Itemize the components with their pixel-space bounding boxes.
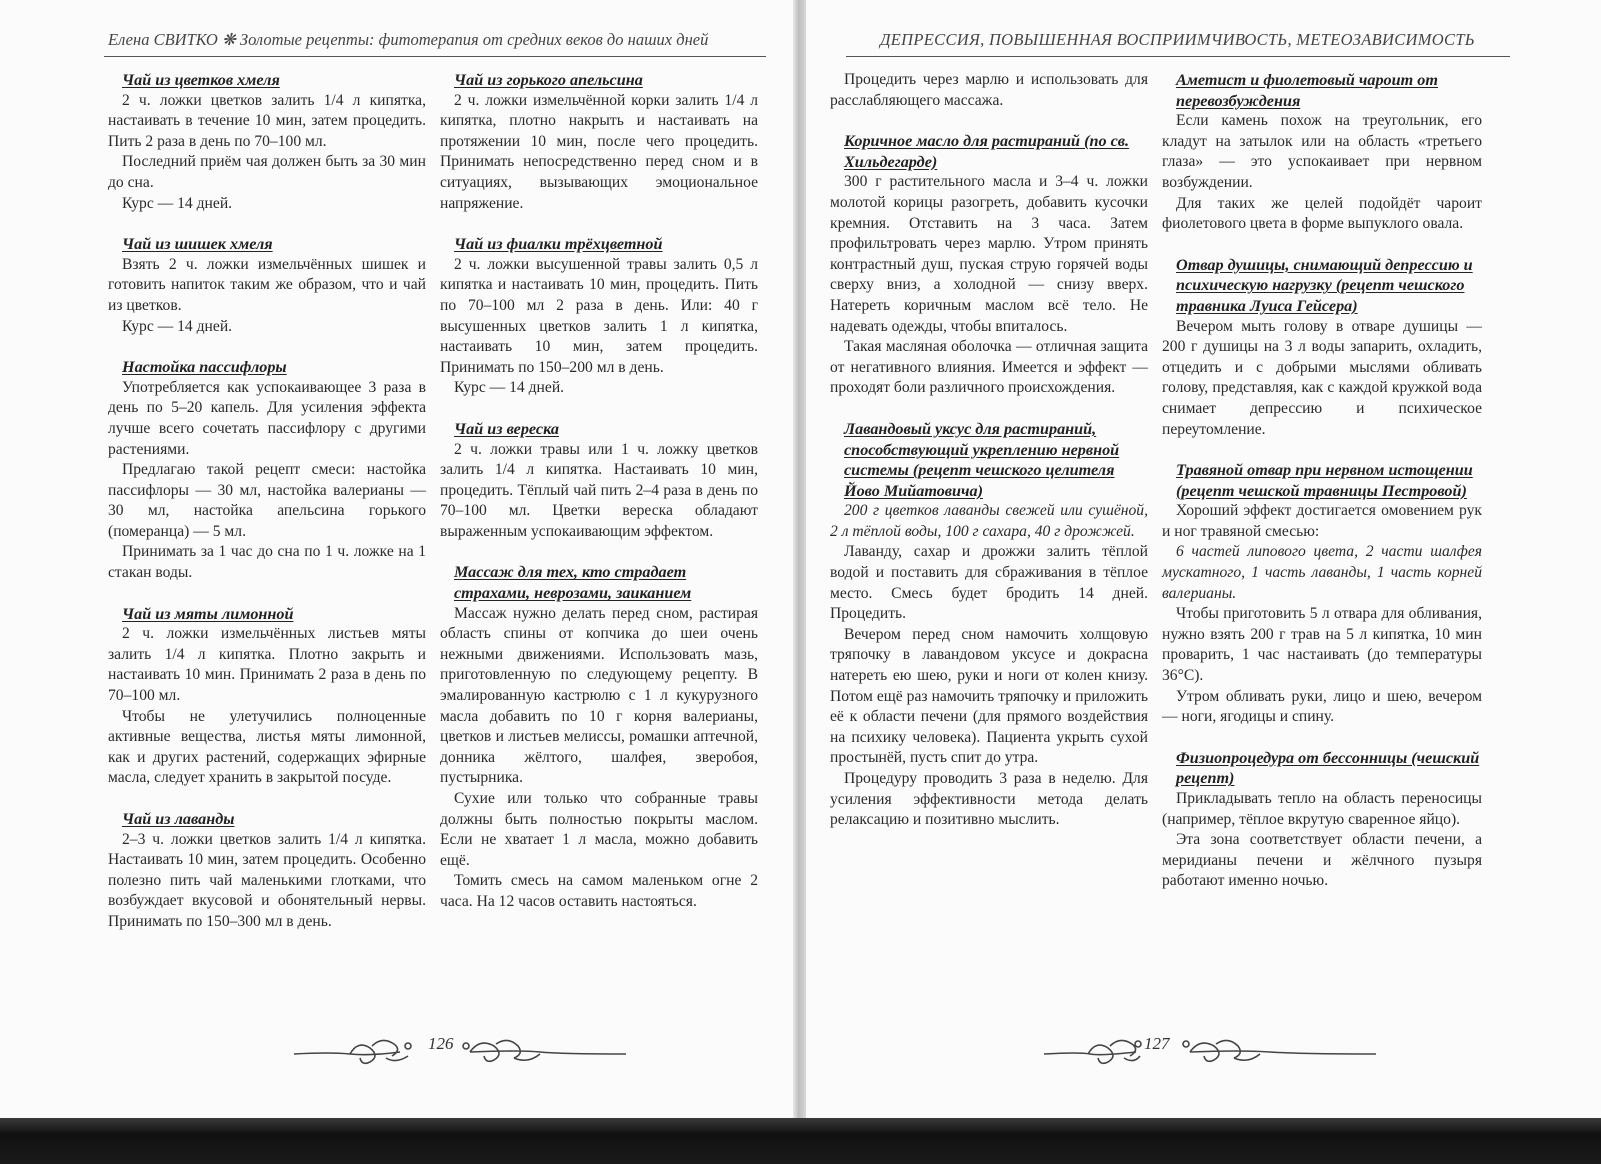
right-head-rule — [846, 56, 1510, 57]
recipe-paragraph: 6 частей липового цвета, 2 части шалфея мускатного, 1 часть лаванды, 1 часть корней валерианы. — [1162, 543, 1482, 602]
section-gap — [108, 214, 426, 234]
scan-bottom-edge — [0, 1118, 1601, 1164]
recipe-heading: Коричное масло для растираний (по св. Хильдегарде) — [844, 132, 1130, 171]
recipe-heading: Настойка пассифлоры — [122, 358, 287, 377]
recipe-paragraph: Предлагаю такой рецепт смеси: настойка пассифлоры — 30 мл, настойка валерианы — 30 мл, настойка апельсина горького (померанца) — 5 мл. — [108, 461, 426, 540]
left-page-column-1 — [108, 70, 426, 933]
recipe-heading: Чай из фиалки трёхцветной — [454, 235, 663, 254]
recipe-paragraph: Если камень похож на треугольник, его кладут на затылок или на область «третьего глаза» — это успокаивает при нервном возбуждении. — [1162, 112, 1482, 191]
left-head-rule — [104, 56, 766, 57]
recipe-paragraph: 2 ч. ложки цветков залить 1/4 л кипятка, настаивать в течение 10 мин, затем процедить. Пить 2 раза в день по 70–100 мл. — [108, 91, 426, 150]
recipe-paragraph: Курс — 14 дней. — [122, 317, 233, 335]
recipe-heading: Чай из мяты лимонной — [122, 604, 294, 623]
right-page-column-1 — [830, 70, 1148, 831]
recipe-paragraph: Взять 2 ч. ложки измельчённых шишек и готовить напиток таким же образом, что и чай из цветков. — [108, 255, 426, 314]
recipe-heading: Травяной отвар при нервном истощении (рецепт чешской травницы Пестровой) — [1176, 461, 1473, 500]
right-page-number: 127 — [1144, 1034, 1170, 1053]
right-page-column-2 — [1162, 70, 1482, 892]
floral-flourish-icon — [290, 1032, 630, 1068]
recipe-heading: Чай из вереска — [454, 419, 559, 438]
left-page-column-2 — [440, 70, 758, 913]
recipe-paragraph: Томить смесь на самом маленьком огне 2 часа. На 12 часов оставить настояться. — [440, 872, 758, 910]
recipe-heading: Массаж для тех, кто страдает страхами, неврозами, заиканием — [454, 563, 692, 603]
recipe-paragraph: Последний приём чая должен быть за 30 мин до сна. — [108, 153, 426, 191]
section-gap — [108, 584, 426, 604]
recipe-paragraph: Употребляется как успокаивающее 3 раза в день по 5–20 капель. Для усиления эффекта лучше всего сочетать пассифлору с другими растениями. — [108, 378, 426, 458]
recipe-heading: Чай из шишек хмеля — [122, 235, 273, 254]
left-folio — [290, 1032, 630, 1068]
section-gap — [1162, 728, 1482, 748]
section-gap — [108, 789, 426, 809]
right-running-head: ДЕПРЕССИЯ, ПОВЫШЕННАЯ ВОСПРИИМЧИВОСТЬ, МЕТЕОЗАВИСИМОСТЬ — [880, 30, 1475, 49]
floral-flourish-icon — [1040, 1032, 1380, 1068]
recipe-paragraph: Сухие или только что собранные травы должны быть полностью покрыты маслом. Если не хватает 1 л масла, можно добавить ещё. — [440, 790, 758, 869]
recipe-heading: Чай из лаванды — [122, 810, 235, 828]
section-gap — [440, 214, 758, 234]
recipe-paragraph: Вечером перед сном намочить холщовую тряпочку в лавандовом уксусе и докрасна натереть ею шею, руки и ноги от колен книзу. Потом ещё раз намочить тряпочку и приложить её к области печени (для прямого воздействия на психику человека). Пациента укрыть сухой простынёй, пусть спит до утра. — [830, 625, 1148, 767]
recipe-heading: Аметист и фиолетовый чароит от перевозбуждения — [1176, 71, 1438, 110]
recipe-paragraph: Курс — 14 дней. — [454, 379, 565, 397]
recipe-paragraph: Такая масляная оболочка — отличная защита от негативного влияния. Имеется и эффект — проходят боли различного происхождения. — [830, 338, 1148, 397]
section-gap — [1162, 235, 1482, 255]
recipe-paragraph: Процедить через марлю и использовать для расслабляющего массажа. — [830, 71, 1148, 109]
left-running-head: Елена СВИТКО ❋ Золотые рецепты: фитотерапия от средних веков до наших дней — [108, 30, 709, 49]
recipe-heading: Отвар душицы, снимающий депрессию и психическую нагрузку (рецепт чешского травника Луиса Гейсера) — [1176, 255, 1473, 315]
left-page-number: 126 — [428, 1034, 454, 1053]
recipe-paragraph: Массаж нужно делать перед сном, растирая область спины от копчика до шеи очень нежными движениями. Использовать мазь, приготовленную по следующему рецепту. В эмалированную кастрюлю с 1 л кукурузного масла добавить по 10 г корня валерианы, цветков и листьев мелиссы, ромашки аптечной, донника жёлтого, шалфея, зверобоя, пустырника. — [440, 604, 758, 787]
section-gap — [830, 111, 1148, 131]
recipe-paragraph: 2 ч. ложки измельчённой корки залить 1/4 л кипятка, плотно накрыть и настаивать на протяжении 10 мин, после чего процедить. Принимать непосредственно перед сном и в ситуациях, вызывающих эмоциональное напряжение. — [440, 91, 758, 212]
recipe-heading: Чай из цветков хмеля — [122, 71, 280, 89]
right-folio — [1040, 1032, 1380, 1068]
recipe-paragraph: Вечером мыть голову в отваре душицы — 200 г душицы на 3 л воды запарить, охладить, отцедить и с добрыми мыслями обливать голову, представляя, как с каждой кружкой вода снимает депрессию и психическое переутомление. — [1162, 317, 1482, 438]
recipe-paragraph: Для таких же целей подойдёт чароит фиолетового цвета в форме выпуклого овала. — [1162, 194, 1482, 233]
recipe-paragraph: 2 ч. ложки высушенной травы залить 0,5 л кипятка и настаивать 10 мин, процедить. Пить по 70–100 мл 2 раза в день. Или: 40 г высушенных цветков залить 1 л кипятка, настаивать 10 мин, затем процедить. Принимать по 150–200 мл в день. — [440, 255, 758, 376]
recipe-heading: Чай из горького апельсина — [454, 71, 643, 89]
recipe-paragraph: 200 г цветков лаванды свежей или сушёной, 2 л тёплой воды, 100 г сахара, 40 г дрожжей. — [830, 502, 1148, 540]
section-gap — [108, 337, 426, 357]
section-gap — [1162, 440, 1482, 460]
recipe-paragraph: Прикладывать тепло на область переносицы (например, тёплое вкрутую сваренное яйцо). — [1162, 790, 1482, 828]
recipe-heading: Лавандовый уксус для растираний, способствующий укреплению нервной системы (рецепт чешского целителя Йово Мийатовича) — [844, 419, 1120, 500]
section-gap — [440, 542, 758, 562]
recipe-paragraph: Хороший эффект достигается омовением рук и ног травяной смесью: — [1162, 502, 1482, 540]
recipe-heading: Физиопроцедура от бессонницы (чешский рецепт) — [1176, 748, 1480, 788]
recipe-paragraph: 2 ч. ложки травы или 1 ч. ложку цветков залить 1/4 л кипятка. Настаивать 10 мин, процедить. Тёплый чай пить 2–4 раза в день по 70–100 мл. Цветки вереска обладают выраженным успокаивающим эффектом. — [440, 440, 758, 540]
recipe-paragraph: Лаванду, сахар и дрожжи залить тёплой водой и поставить для сбраживания в тёплое место. Смесь будет бродить 14 дней. Процедить. — [830, 543, 1148, 623]
recipe-paragraph: Принимать за 1 час до сна по 1 ч. ложке на 1 стакан воды. — [108, 543, 426, 582]
recipe-paragraph: 2 ч. ложки измельчённых листьев мяты залить 1/4 л кипятка. Плотно закрыть и настаивать 10 мин. Принимать 2 раза в день по 70–100 мл. — [108, 625, 426, 705]
book-gutter — [793, 0, 806, 1118]
recipe-paragraph: Чтобы не улетучились полноценные активные вещества, листья мяты лимонной, как и других растений, содержащих эфирные масла, следует хранить в закрытой посуде. — [108, 707, 426, 787]
section-gap — [830, 399, 1148, 419]
recipe-paragraph: Утром обливать руки, лицо и шею, вечером — ноги, ягодицы и спину. — [1162, 687, 1482, 726]
recipe-paragraph: Эта зона соответствует области печени, а меридианы печени и жёлчного пузыря работают именно ночью. — [1162, 831, 1482, 890]
recipe-paragraph: 2–3 ч. ложки цветков залить 1/4 л кипятка. Настаивать 10 мин, затем процедить. Особенно полезно пить чай маленькими глотками, что возбуждает вкусовой и обонятельный нервы. Принимать по 150–300 мл в день. — [108, 830, 426, 930]
section-gap — [440, 399, 758, 419]
recipe-paragraph: Чтобы приготовить 5 л отвара для обливания, нужно взять 200 г трав на 5 л кипятка, 10 мин проварить, 1 час настаивать (до температуры 36°С). — [1162, 605, 1482, 685]
recipe-paragraph: Курс — 14 дней. — [122, 194, 233, 212]
recipe-paragraph: 300 г растительного масла и 3–4 ч. ложки молотой корицы разогреть, добавить кусочки кремния. Отставить на 3 часа. Затем профильтровать через марлю. Утром принять контрастный душ, пуская струю горячей воды сверху вниз, а холодной — снизу вверх. Натереть коричным маслом всё тело. Не надевать одежды, чтобы впиталось. — [830, 173, 1148, 335]
recipe-paragraph: Процедуру проводить 3 раза в неделю. Для усиления эффективности метода делать релаксацию и позитивно мыслить. — [830, 770, 1148, 829]
